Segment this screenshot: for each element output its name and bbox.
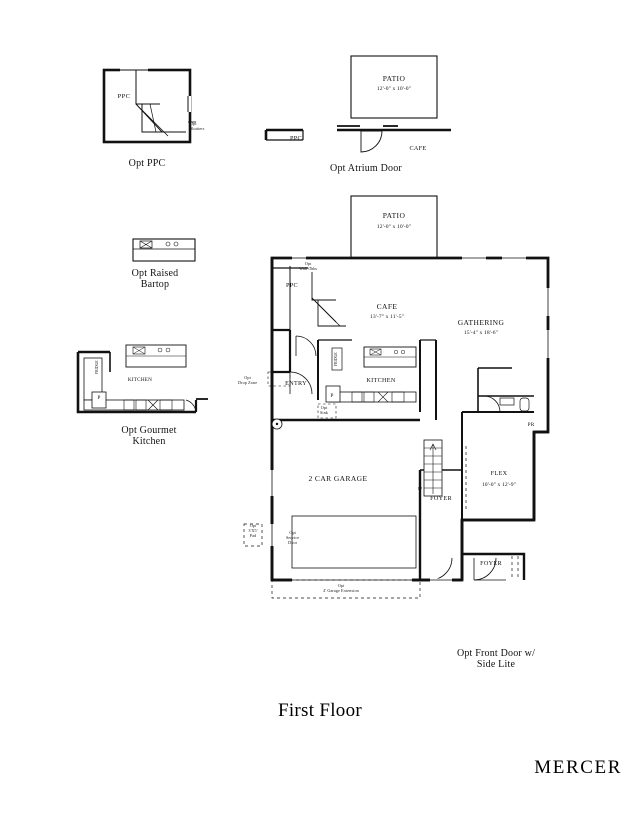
atrium-patio-label: PATIO (382, 74, 406, 83)
main-pantry-label: P (330, 393, 334, 399)
opt-sink-note: Opt Sink (320, 405, 329, 415)
main-cafe-label: CAFE (376, 302, 398, 311)
opt-service-door-note: Opt Service Door (286, 530, 300, 545)
opt-front-door-title: Opt Front Door w/ Side Lite (456, 648, 536, 671)
main-pr-label: PR (527, 422, 535, 428)
main-fridge-label: FRIDGE (333, 352, 338, 366)
opt-ppc-title: Opt PPC (128, 158, 166, 169)
front-door-foyer-label: FOYER (480, 560, 502, 567)
stairs-up-label: UP (417, 487, 423, 491)
main-flex-label: FLEX (490, 470, 508, 477)
opt-raised-bartop-drawing (133, 239, 195, 261)
gourmet-fridge-label: FRIDGE (94, 360, 99, 374)
atrium-cafe-label: CAFE (409, 145, 427, 152)
atrium-ppc-label: PPC (290, 135, 302, 142)
opt-wall-cabs-note: Opt Wall Cabs (299, 261, 318, 271)
brand-name: MERCER (534, 757, 622, 778)
opt-atrium-door-title: Opt Atrium Door (330, 163, 402, 174)
gourmet-kitchen-label: KITCHEN (127, 377, 153, 383)
main-gathering-label: GATHERING (457, 318, 505, 327)
page-title: First Floor (277, 700, 363, 721)
main-gathering-dim: 15'-4" x 18'-6" (463, 330, 499, 336)
main-ppc-label: PPC (286, 282, 298, 289)
main-patio-label: PATIO (382, 211, 406, 220)
main-kitchen-label: KITCHEN (366, 377, 396, 384)
opt-gourmet-kitchen-title: Opt Gourmet Kitchen (121, 425, 177, 448)
main-garage-label: 2 CAR GARAGE (308, 474, 368, 483)
atrium-patio-dim: 12'-0" x 10'-0" (376, 86, 412, 92)
opt-garage-extension-note: Opt 4' Garage Extension (323, 583, 359, 593)
opt-ppc-shutters-note: Opt Shutters (190, 121, 205, 131)
gourmet-pantry-label: P (97, 395, 101, 401)
main-cafe-dim: 13'-7" x 11'-5" (370, 314, 404, 320)
main-foyer-label: FOYER (430, 495, 452, 502)
main-flex-dim: 10'-0" x 12'-9" (481, 482, 517, 488)
opt-drop-zone-note: Opt Drop Zone (238, 375, 258, 385)
opt-ppc-room-label: PPC (117, 93, 131, 100)
opt-3x5-pad-note: Opt 3'X5' Pad (248, 523, 258, 538)
opt-raised-bartop-title: Opt Raised Bartop (131, 268, 179, 291)
main-patio-dim: 12'-0" x 10'-0" (376, 224, 412, 230)
opt-ppc-drawing (104, 67, 196, 142)
main-entry-label: ENTRY (285, 380, 307, 387)
